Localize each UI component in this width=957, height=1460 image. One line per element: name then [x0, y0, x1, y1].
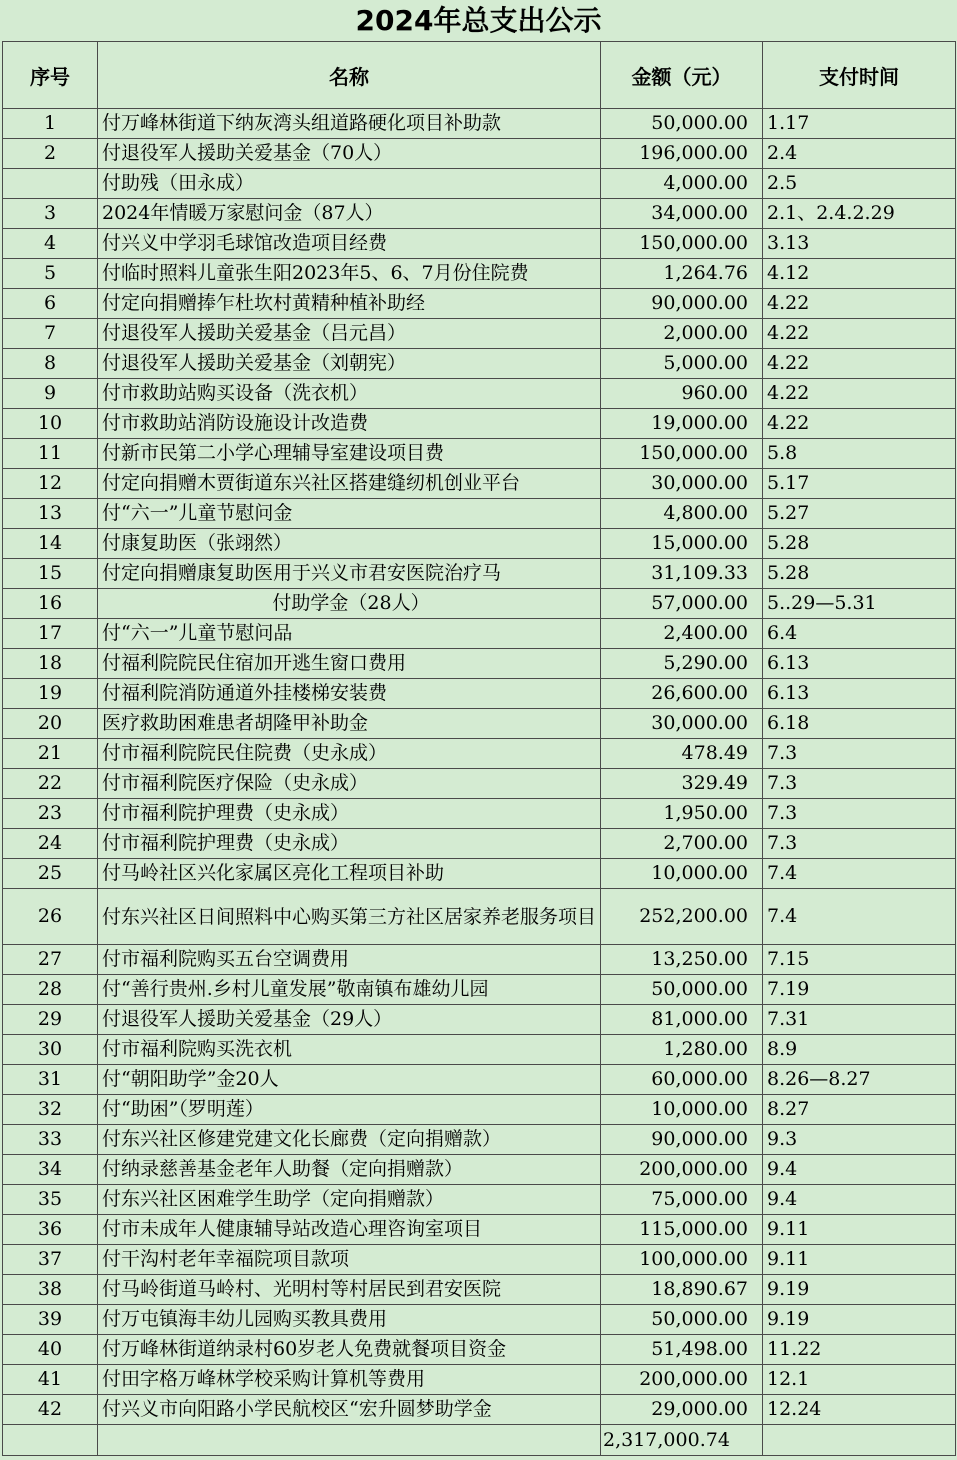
row-time: 5.17 — [763, 469, 956, 499]
table-row — [3, 859, 956, 889]
row-name: 付退役军人援助关爱基金（刘朝宪） — [98, 349, 601, 379]
row-name: 付东兴社区修建党建文化长廊费（定向捐赠款） — [98, 1125, 601, 1155]
table-row — [3, 1185, 956, 1215]
row-no: 7 — [3, 319, 98, 349]
table-row — [3, 469, 956, 499]
row-time: 2.1、2.4.2.29 — [763, 199, 956, 229]
row-name: 付退役军人援助关爱基金（29人） — [98, 1005, 601, 1035]
row-amount: 329.49 — [601, 769, 763, 799]
row-name: 付市福利院医疗保险（史永成） — [98, 769, 601, 799]
row-name: 付“善行贵州.乡村儿童发展”敬南镇布雄幼儿园 — [98, 975, 601, 1005]
row-no: 22 — [3, 769, 98, 799]
table-row — [3, 349, 956, 379]
row-no: 5 — [3, 259, 98, 289]
row-amount: 50,000.00 — [601, 1305, 763, 1335]
row-name: 付助残（田永成） — [98, 169, 601, 199]
table-row — [3, 945, 956, 975]
row-no: 39 — [3, 1305, 98, 1335]
row-time: 7.4 — [763, 859, 956, 889]
row-amount: 4,800.00 — [601, 499, 763, 529]
row-time: 4.22 — [763, 349, 956, 379]
row-name: 付市福利院护理费（史永成） — [98, 799, 601, 829]
row-amount: 15,000.00 — [601, 529, 763, 559]
row-time: 9.11 — [763, 1245, 956, 1275]
row-name: 付助学金（28人） — [98, 589, 601, 619]
row-time: 6.13 — [763, 649, 956, 679]
row-no: 33 — [3, 1125, 98, 1155]
row-amount: 90,000.00 — [601, 1125, 763, 1155]
table-row — [3, 409, 956, 439]
table-row — [3, 1035, 956, 1065]
row-amount: 10,000.00 — [601, 859, 763, 889]
row-time: 4.22 — [763, 379, 956, 409]
row-amount: 50,000.00 — [601, 109, 763, 139]
row-name: 付退役军人援助关爱基金（70人） — [98, 139, 601, 169]
row-time: 12.24 — [763, 1395, 956, 1425]
header-row — [3, 42, 956, 109]
row-amount: 19,000.00 — [601, 409, 763, 439]
row-amount: 13,250.00 — [601, 945, 763, 975]
row-amount: 2,700.00 — [601, 829, 763, 859]
row-amount: 2,400.00 — [601, 619, 763, 649]
row-no: 12 — [3, 469, 98, 499]
table-row — [3, 109, 956, 139]
row-amount: 90,000.00 — [601, 289, 763, 319]
total-time-cell — [763, 1425, 956, 1456]
row-name: 付市福利院护理费（史永成） — [98, 829, 601, 859]
row-name: 付福利院消防通道外挂楼梯安装费 — [98, 679, 601, 709]
row-no: 28 — [3, 975, 98, 1005]
row-no: 42 — [3, 1395, 98, 1425]
total-no-cell — [3, 1425, 98, 1456]
table-row — [3, 229, 956, 259]
row-time: 4.12 — [763, 259, 956, 289]
page-title: 2024年总支出公示 — [355, 4, 602, 37]
row-name: 付东兴社区困难学生助学（定向捐赠款） — [98, 1185, 601, 1215]
table-row — [3, 1095, 956, 1125]
row-name: 付市救助站消防设施设计改造费 — [98, 409, 601, 439]
row-time: 9.3 — [763, 1125, 956, 1155]
row-amount: 200,000.00 — [601, 1155, 763, 1185]
expense-table — [2, 41, 956, 1456]
row-name: 付临时照料儿童张生阳2023年5、6、7月份住院费 — [98, 259, 601, 289]
row-no: 40 — [3, 1335, 98, 1365]
row-time: 6.4 — [763, 619, 956, 649]
row-name: 2024年情暖万家慰问金（87人） — [98, 199, 601, 229]
row-no: 9 — [3, 379, 98, 409]
table-row — [3, 1245, 956, 1275]
table-row — [3, 829, 956, 859]
header-name: 名称 — [98, 42, 601, 109]
row-name: 付定向捐赠木贾街道东兴社区搭建缝纫机创业平台 — [98, 469, 601, 499]
row-no: 16 — [3, 589, 98, 619]
row-amount: 18,890.67 — [601, 1275, 763, 1305]
row-amount: 5,000.00 — [601, 349, 763, 379]
row-amount: 10,000.00 — [601, 1095, 763, 1125]
row-name: 付市救助站购买设备（洗衣机） — [98, 379, 601, 409]
row-time: 9.19 — [763, 1275, 956, 1305]
row-time: 9.19 — [763, 1305, 956, 1335]
row-no: 14 — [3, 529, 98, 559]
row-name: 付市福利院购买五台空调费用 — [98, 945, 601, 975]
row-no: 34 — [3, 1155, 98, 1185]
total-name-cell — [98, 1425, 601, 1456]
row-no: 41 — [3, 1365, 98, 1395]
table-row — [3, 679, 956, 709]
row-name: 付“朝阳助学”金20人 — [98, 1065, 601, 1095]
row-time: 9.11 — [763, 1215, 956, 1245]
row-amount: 252,200.00 — [601, 889, 763, 945]
row-time: 7.15 — [763, 945, 956, 975]
row-no: 27 — [3, 945, 98, 975]
total-amount: 2,317,000.74 — [601, 1425, 763, 1456]
row-no: 2 — [3, 139, 98, 169]
row-no: 6 — [3, 289, 98, 319]
table-row — [3, 169, 956, 199]
row-no: 19 — [3, 679, 98, 709]
row-amount: 30,000.00 — [601, 469, 763, 499]
table-row — [3, 1275, 956, 1305]
row-no: 17 — [3, 619, 98, 649]
row-amount: 196,000.00 — [601, 139, 763, 169]
table-row — [3, 259, 956, 289]
row-amount: 34,000.00 — [601, 199, 763, 229]
row-amount: 31,109.33 — [601, 559, 763, 589]
row-time: 6.13 — [763, 679, 956, 709]
row-amount: 26,600.00 — [601, 679, 763, 709]
row-no — [3, 169, 98, 199]
table-row — [3, 1005, 956, 1035]
table-row — [3, 889, 956, 945]
row-time: 12.1 — [763, 1365, 956, 1395]
table-row — [3, 379, 956, 409]
table-row — [3, 709, 956, 739]
row-name: 付万峰林街道下纳灰湾头组道路硬化项目补助款 — [98, 109, 601, 139]
row-no: 24 — [3, 829, 98, 859]
table-row — [3, 319, 956, 349]
table-body — [3, 109, 956, 1425]
table-row — [3, 589, 956, 619]
header-amount: 金额（元） — [601, 42, 763, 109]
row-amount: 100,000.00 — [601, 1245, 763, 1275]
table-row — [3, 439, 956, 469]
row-amount: 1,264.76 — [601, 259, 763, 289]
row-name: 付市未成年人健康辅导站改造心理咨询室项目 — [98, 1215, 601, 1245]
row-time: 5.28 — [763, 559, 956, 589]
row-no: 30 — [3, 1035, 98, 1065]
row-time: 5.8 — [763, 439, 956, 469]
row-time: 4.22 — [763, 409, 956, 439]
row-no: 37 — [3, 1245, 98, 1275]
row-amount: 150,000.00 — [601, 439, 763, 469]
row-no: 11 — [3, 439, 98, 469]
row-amount: 29,000.00 — [601, 1395, 763, 1425]
table-row — [3, 619, 956, 649]
row-name: 付马岭社区兴化家属区亮化工程项目补助 — [98, 859, 601, 889]
row-no: 10 — [3, 409, 98, 439]
row-amount: 30,000.00 — [601, 709, 763, 739]
table-row — [3, 289, 956, 319]
table-row — [3, 1065, 956, 1095]
row-time: 7.4 — [763, 889, 956, 945]
row-no: 36 — [3, 1215, 98, 1245]
row-amount: 1,280.00 — [601, 1035, 763, 1065]
row-no: 32 — [3, 1095, 98, 1125]
row-no: 1 — [3, 109, 98, 139]
row-time: 7.3 — [763, 739, 956, 769]
row-name: 付兴义市向阳路小学民航校区“宏升圆梦助学金 — [98, 1395, 601, 1425]
row-time: 7.31 — [763, 1005, 956, 1035]
row-name: 付东兴社区日间照料中心购买第三方社区居家养老服务项目 — [98, 889, 601, 945]
row-no: 18 — [3, 649, 98, 679]
row-time: 7.19 — [763, 975, 956, 1005]
row-amount: 960.00 — [601, 379, 763, 409]
row-name: 付“助困”（罗明莲） — [98, 1095, 601, 1125]
row-amount: 50,000.00 — [601, 975, 763, 1005]
row-time: 5..29—5.31 — [763, 589, 956, 619]
row-amount: 478.49 — [601, 739, 763, 769]
table-row — [3, 529, 956, 559]
row-time: 11.22 — [763, 1335, 956, 1365]
table-row — [3, 139, 956, 169]
row-no: 21 — [3, 739, 98, 769]
row-name: 付纳录慈善基金老年人助餐（定向捐赠款） — [98, 1155, 601, 1185]
row-time: 9.4 — [763, 1185, 956, 1215]
row-no: 31 — [3, 1065, 98, 1095]
row-name: 付康复助医（张翊然） — [98, 529, 601, 559]
row-no: 38 — [3, 1275, 98, 1305]
row-no: 4 — [3, 229, 98, 259]
table-row — [3, 559, 956, 589]
row-no: 26 — [3, 889, 98, 945]
row-no: 8 — [3, 349, 98, 379]
row-name: 付福利院院民住宿加开逃生窗口费用 — [98, 649, 601, 679]
row-no: 35 — [3, 1185, 98, 1215]
row-time: 7.3 — [763, 829, 956, 859]
table-row — [3, 499, 956, 529]
row-name: 付万屯镇海丰幼儿园购买教具费用 — [98, 1305, 601, 1335]
row-time: 7.3 — [763, 769, 956, 799]
row-name: 付“六一”儿童节慰问金 — [98, 499, 601, 529]
row-name: 付市福利院院民住院费（史永成） — [98, 739, 601, 769]
row-amount: 2,000.00 — [601, 319, 763, 349]
row-no: 29 — [3, 1005, 98, 1035]
row-amount: 5,290.00 — [601, 649, 763, 679]
row-time: 5.27 — [763, 499, 956, 529]
header-time: 支付时间 — [763, 42, 956, 109]
row-time: 2.4 — [763, 139, 956, 169]
row-time: 8.26—8.27 — [763, 1065, 956, 1095]
table-row — [3, 1395, 956, 1425]
row-amount: 200,000.00 — [601, 1365, 763, 1395]
row-name: 医疗救助困难患者胡隆甲补助金 — [98, 709, 601, 739]
table-row — [3, 1335, 956, 1365]
table-row — [3, 199, 956, 229]
row-time: 8.9 — [763, 1035, 956, 1065]
table-row — [3, 1155, 956, 1185]
row-name: 付定向捐赠康复助医用于兴义市君安医院治疗马 — [98, 559, 601, 589]
table-row — [3, 1365, 956, 1395]
row-time: 8.27 — [763, 1095, 956, 1125]
row-time: 9.4 — [763, 1155, 956, 1185]
row-name: 付田字格万峰林学校采购计算机等费用 — [98, 1365, 601, 1395]
table-row — [3, 769, 956, 799]
row-name: 付定向捐赠捧乍杜坎村黄精种植补助经 — [98, 289, 601, 319]
row-name: 付退役军人援助关爱基金（吕元昌） — [98, 319, 601, 349]
table-row — [3, 799, 956, 829]
row-amount: 60,000.00 — [601, 1065, 763, 1095]
row-time: 4.22 — [763, 319, 956, 349]
row-amount: 115,000.00 — [601, 1215, 763, 1245]
row-amount: 150,000.00 — [601, 229, 763, 259]
table-row — [3, 649, 956, 679]
table-row — [3, 975, 956, 1005]
row-amount: 81,000.00 — [601, 1005, 763, 1035]
row-amount: 1,950.00 — [601, 799, 763, 829]
row-name: 付市福利院购买洗衣机 — [98, 1035, 601, 1065]
table-row — [3, 739, 956, 769]
table-row — [3, 1125, 956, 1155]
header-no: 序号 — [3, 42, 98, 109]
row-time: 1.17 — [763, 109, 956, 139]
row-amount: 75,000.00 — [601, 1185, 763, 1215]
row-name: 付新市民第二小学心理辅导室建设项目费 — [98, 439, 601, 469]
row-time: 4.22 — [763, 289, 956, 319]
table-row — [3, 1215, 956, 1245]
row-amount: 51,498.00 — [601, 1335, 763, 1365]
row-no: 20 — [3, 709, 98, 739]
row-name: 付“六一”儿童节慰问品 — [98, 619, 601, 649]
row-time: 5.28 — [763, 529, 956, 559]
row-no: 3 — [3, 199, 98, 229]
row-name: 付万峰林街道纳录村60岁老人免费就餐项目资金 — [98, 1335, 601, 1365]
row-time: 7.3 — [763, 799, 956, 829]
row-no: 23 — [3, 799, 98, 829]
row-amount: 57,000.00 — [601, 589, 763, 619]
row-name: 付马岭街道马岭村、光明村等村居民到君安医院 — [98, 1275, 601, 1305]
row-amount: 4,000.00 — [601, 169, 763, 199]
row-no: 15 — [3, 559, 98, 589]
row-name: 付兴义中学羽毛球馆改造项目经费 — [98, 229, 601, 259]
row-no: 25 — [3, 859, 98, 889]
row-no: 13 — [3, 499, 98, 529]
total-row — [3, 1425, 956, 1456]
table-row — [3, 1305, 956, 1335]
row-name: 付干沟村老年幸福院项目款项 — [98, 1245, 601, 1275]
row-time: 2.5 — [763, 169, 956, 199]
row-time: 6.18 — [763, 709, 956, 739]
row-time: 3.13 — [763, 229, 956, 259]
